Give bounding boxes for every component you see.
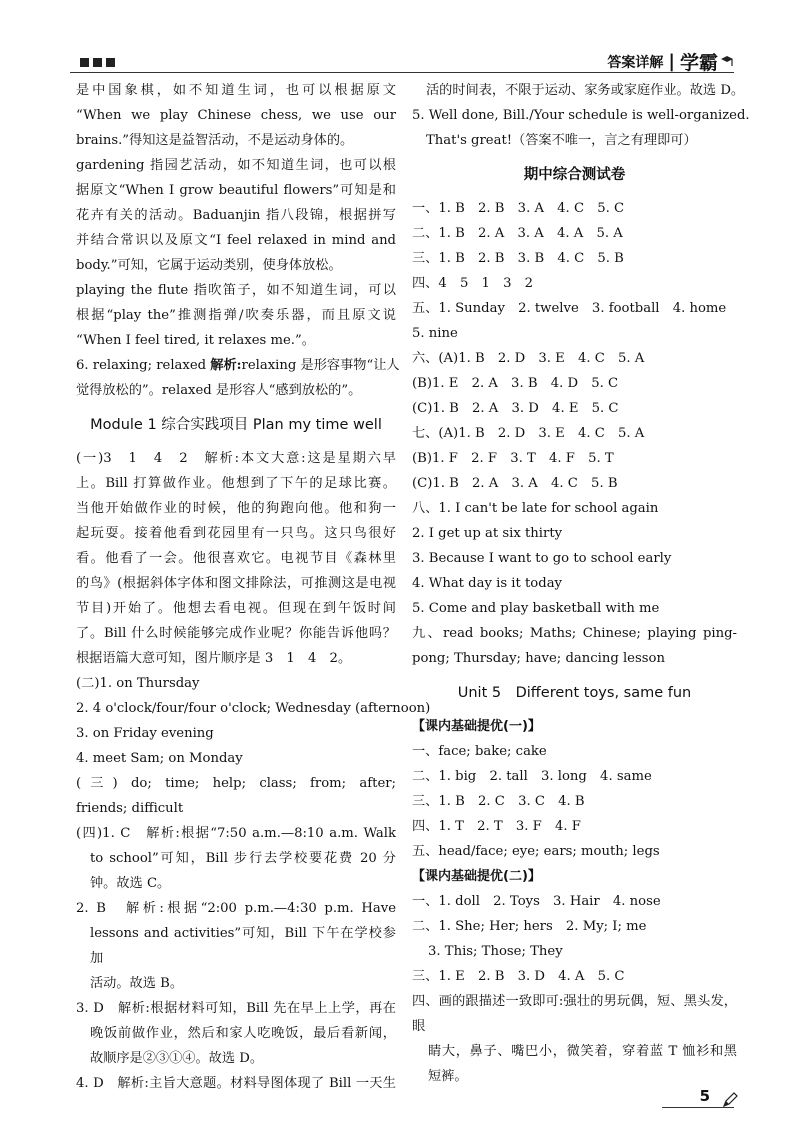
module-title: Module 1 综合实践项目 Plan my time well xyxy=(90,417,382,433)
answer-line: 三、1. E 2. B 3. D 4. A 5. C xyxy=(412,969,625,984)
q6-label: 解析: xyxy=(210,358,242,373)
part4-line: 活动。故选 B。 xyxy=(90,976,184,991)
text-line: 花卉有关的活动。Baduanjin 指八段锦，根据拼写 xyxy=(76,208,396,223)
part1-line: 节目)开始了。他想去看电视。但现在到午饭时间 xyxy=(76,601,396,616)
answer-line: 四、1. T 2. T 3. F 4. F xyxy=(412,819,581,834)
part4-line: to school”可知，Bill 步行去学校要花费 20 分 xyxy=(90,851,396,866)
answer-line: 四、画的跟描述一致即可:强壮的男玩偶，短、黑头发，眼 xyxy=(412,994,737,1034)
answer-line: 睛大，鼻子、嘴巴小，微笑着，穿着蓝 T 恤衫和黑 xyxy=(428,1044,737,1059)
part4-line: 4. D 解析:主旨大意题。材料导图体现了 Bill 一天生 xyxy=(76,1076,396,1091)
text-line: 5. Well done, Bill./Your schedule is well-organized. xyxy=(412,108,750,123)
text-line: playing the flute 指吹笛子，如不知道生词，可以 xyxy=(76,283,396,298)
text-line: 并结合常识以及原文“I feel relaxed in mind and xyxy=(76,233,396,248)
text-line: brains.”得知这是益智活动，不是运动身体的。 xyxy=(76,133,354,148)
answer-line: 二、1. B 2. A 3. A 4. A 5. A xyxy=(412,226,623,241)
part2-line: (二)1. on Thursday xyxy=(76,676,200,691)
part4-line: (四)1. C 解析:根据“7:50 a.m.—8:10 a.m. Walk xyxy=(76,826,396,841)
midterm-title: 期中综合测试卷 xyxy=(523,167,626,183)
part1-line: 了。Bill 什么时候能够完成作业呢？你能告诉他吗？ xyxy=(76,626,396,641)
answer-line: 三、1. B 2. C 3. C 4. B xyxy=(412,794,585,809)
answer-line: 二、1. big 2. tall 3. long 4. same xyxy=(412,769,652,784)
part4-line: 3. D 解析:根据材料可知，Bill 先在早上上学，再在 xyxy=(76,1001,396,1016)
header-rule xyxy=(70,72,734,73)
part1-line: 根据语篇大意可知，图片顺序是 3 1 4 2。 xyxy=(76,651,352,666)
part4-line: 故顺序是②③①④。故选 D。 xyxy=(90,1051,264,1066)
header-separator: | xyxy=(668,51,675,72)
answer-line: (B)1. F 2. F 3. T 4. F 5. T xyxy=(412,451,614,466)
answer-line: 五、head/face; eye; ears; mouth; legs xyxy=(412,844,660,859)
q6-text-cont: 觉得放松的”。relaxed 是形容人“感到放松的”。 xyxy=(76,383,362,398)
section-title: 【课内基础提优(二)】 xyxy=(412,869,541,884)
part1-line: 当他开始做作业的时候，他的狗跑向他。他和狗一 xyxy=(76,501,396,516)
part2-line: 4. meet Sam; on Monday xyxy=(76,751,243,766)
unit-title: Unit 5 Different toys, same fun xyxy=(457,685,692,701)
text-line: gardening 指园艺活动，如不知道生词，也可以根 xyxy=(76,158,396,173)
right-column xyxy=(412,78,750,1089)
header-marks xyxy=(80,58,115,67)
answer-line: 一、1. doll 2. Toys 3. Hair 4. nose xyxy=(412,894,661,909)
part4-line: lessons and activities”可知，Bill 下午在学校参加 xyxy=(90,926,396,966)
answer-line: (B)1. E 2. A 3. B 4. D 5. C xyxy=(412,376,619,391)
q6-text: relaxing 是形容事物“让人 xyxy=(241,358,400,373)
part1-line: 的鸟》(根据斜体字体和图文排除法，可推测这是电视 xyxy=(76,576,396,591)
answer-line: 六、(A)1. B 2. D 3. E 4. C 5. A xyxy=(412,351,645,366)
header-brand xyxy=(607,48,734,75)
answer-line: pong; Thursday; have; dancing lesson xyxy=(412,651,665,666)
answer-line: 一、1. B 2. B 3. A 4. C 5. C xyxy=(412,201,625,216)
graduation-cap-icon xyxy=(720,54,734,70)
answer-line: 5. Come and play basketball with me xyxy=(412,601,660,616)
part3-line: friends; difficult xyxy=(76,801,184,816)
answer-line: 一、face; bake; cake xyxy=(412,744,547,759)
brand-name: 学霸 xyxy=(679,52,718,74)
text-line: “When I feel tired, it relaxes me.”。 xyxy=(76,333,315,348)
pencil-icon xyxy=(722,1092,738,1108)
answer-line: 3. Because I want to go to school early xyxy=(412,551,672,566)
part1-line: 起玩耍。接着他看到花园里有一只鸟。这只鸟很好 xyxy=(76,526,396,541)
answer-line: 4. What day is it today xyxy=(412,576,563,591)
answer-line: 八、1. I can't be late for school again xyxy=(412,501,659,516)
answer-line: 四、4 5 1 3 2 xyxy=(412,276,534,291)
part1-line: (一)3 1 4 2 解析:本文大意:这是星期六早 xyxy=(76,451,396,466)
text-line: 据原文“When I grow beautiful flowers”可知是和 xyxy=(76,183,396,198)
part3-line: (三) do; time; help; class; from; after; xyxy=(76,776,396,791)
part2-line: 2. 4 o'clock/four/four o'clock; Wednesday (afternoon) xyxy=(76,701,431,716)
part4-line: 2. B 解析:根据“2:00 p.m.—4:30 p.m. Have xyxy=(76,901,396,916)
page-number: 5 xyxy=(699,1087,710,1105)
answer-label: 答案详解 xyxy=(607,54,664,71)
answer-line: 5. nine xyxy=(412,326,458,341)
answer-line: 短裤。 xyxy=(428,1069,468,1084)
text-line: 是中国象棋，如不知道生词，也可以根据原文 xyxy=(76,83,396,98)
part1-line: 看。他看了一会。他很喜欢它。电视节目《森林里 xyxy=(76,551,396,566)
answer-line: 五、1. Sunday 2. twelve 3. football 4. home xyxy=(412,301,727,316)
answer-line: 七、(A)1. B 2. D 3. E 4. C 5. A xyxy=(412,426,645,441)
text-line: 活的时间表，不限于运动、家务或家庭作业。故选 D。 xyxy=(426,83,745,98)
text-line: 根据“play the”推测指弹/吹奏乐器，而且原文说 xyxy=(76,308,396,323)
answer-line: 2. I get up at six thirty xyxy=(412,526,563,541)
answer-line: (C)1. B 2. A 3. D 4. E 5. C xyxy=(412,401,619,416)
answer-line: 二、1. She; Her; hers 2. My; I; me xyxy=(412,919,647,934)
section-title: 【课内基础提优(一)】 xyxy=(412,719,541,734)
text-line: body.”可知，它属于运动类别，使身体放松。 xyxy=(76,258,342,273)
left-column xyxy=(76,78,431,1096)
q6-answer: relaxing; relaxed xyxy=(92,358,207,373)
q6-line xyxy=(76,353,400,378)
answer-line: 3. This; Those; They xyxy=(428,944,563,959)
part1-line: 上。Bill 打算做作业。他想到了下午的足球比赛。 xyxy=(76,476,396,491)
q6-number: 6. xyxy=(76,358,89,373)
part4-line: 晚饭前做作业，然后和家人吃晚饭，最后看新闻， xyxy=(90,1026,396,1041)
answer-line: 九、read books; Maths; Chinese; playing ping- xyxy=(412,626,737,641)
part4-line: 钟。故选 C。 xyxy=(90,876,171,891)
part2-line: 3. on Friday evening xyxy=(76,726,214,741)
text-line: “When we play Chinese chess, we use our xyxy=(76,108,396,123)
answer-line: 三、1. B 2. B 3. B 4. C 5. B xyxy=(412,251,624,266)
text-line: That's great!（答案不唯一，言之有理即可） xyxy=(426,133,697,148)
answer-line: (C)1. B 2. A 3. A 4. C 5. B xyxy=(412,476,618,491)
